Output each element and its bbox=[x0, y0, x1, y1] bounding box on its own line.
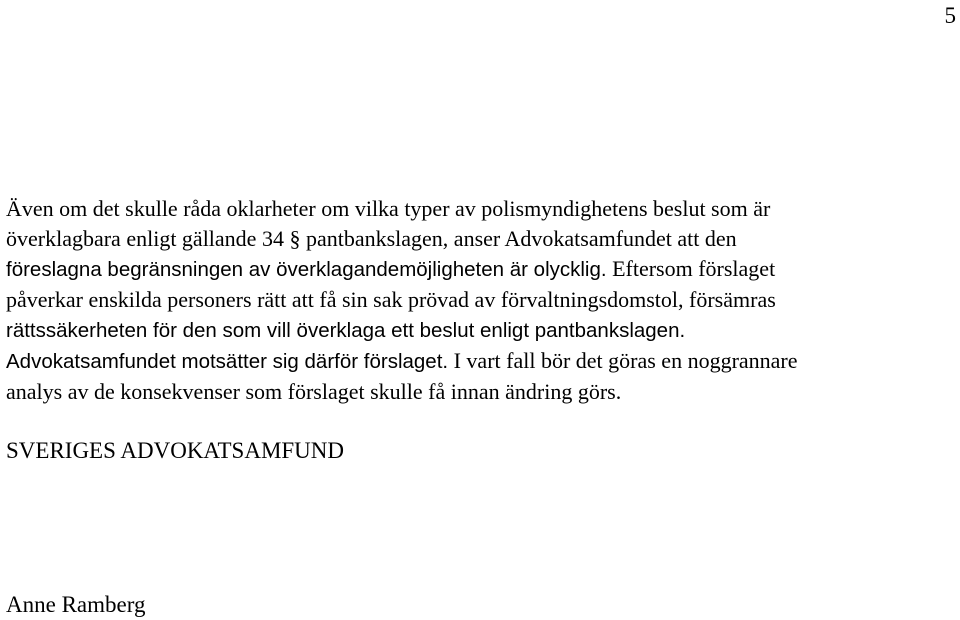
section-sign: § bbox=[289, 226, 301, 251]
organization-name: SVERIGES ADVOKATSAMFUND bbox=[6, 438, 345, 463]
text-run: Även om det skulle råda oklarheter om vilka typer av polismyndighetens beslut som är bbox=[6, 196, 771, 221]
text-run: överklagbara enligt gällande 34 bbox=[6, 226, 290, 251]
text-run: rättssäkerheten för den som vill överklaga ett beslut enligt pantbankslagen. bbox=[6, 319, 686, 342]
text-run: analys av de konsekvenser som förslaget skulle få innan ändring görs. bbox=[6, 379, 622, 404]
paragraph-line bbox=[6, 285, 956, 315]
signatory-name: Anne Ramberg bbox=[6, 592, 146, 617]
text-run: Eftersom förslaget bbox=[606, 256, 776, 281]
paragraph-line bbox=[6, 194, 956, 224]
text-run: föreslagna begränsningen av överklagandemöjligheten är olycklig. bbox=[6, 258, 607, 281]
text-run: I vart fall bör det göras en noggrannare bbox=[448, 348, 798, 373]
paragraph-line bbox=[6, 315, 956, 346]
statement-paragraph bbox=[6, 194, 956, 407]
paragraph-line bbox=[6, 346, 956, 377]
paragraph-line bbox=[6, 254, 956, 285]
paragraph-line bbox=[6, 224, 956, 254]
text-run: pantbankslagen, anser Advokatsamfundet att den bbox=[300, 226, 737, 251]
text-run: Advokatsamfundet motsätter sig därför förslaget. bbox=[6, 350, 449, 373]
paragraph-line bbox=[6, 377, 956, 407]
page-number: 5 bbox=[944, 3, 956, 28]
text-run: påverkar enskilda personers rätt att få sin sak prövad av förvaltningsdomstol, försämras bbox=[6, 287, 776, 312]
